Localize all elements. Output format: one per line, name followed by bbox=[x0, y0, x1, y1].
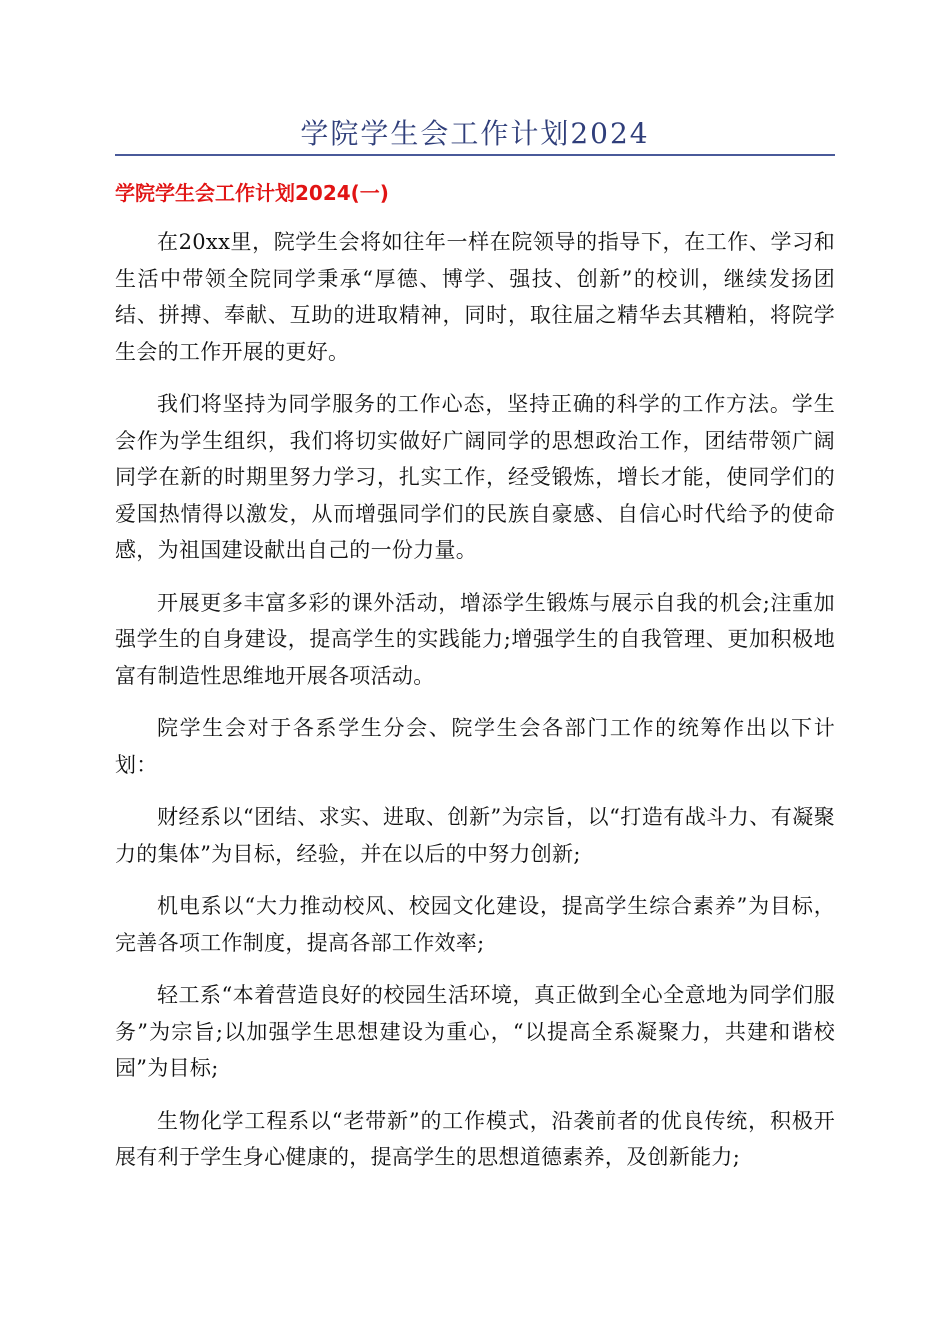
paragraph: 生物化学工程系以“老带新”的工作模式，沿袭前者的优良传统，积极开展有利于学生身心健康的，提高学生的思想道德素养，及创新能力; bbox=[115, 1108, 835, 1169]
paragraph: 轻工系“本着营造良好的校园生活环境，真正做到全心全意地为同学们服务”为宗旨;以加强学生思想建设为重心，“以提高全系凝聚力，共建和谐校园”为目标; bbox=[115, 983, 835, 1080]
paragraph: 财经系以“团结、求实、进取、创新”为宗旨，以“打造有战斗力、有凝聚力的集体”为目标，经验，并在以后的中努力创新; bbox=[115, 805, 835, 866]
section-heading: 学院学生会工作计划2024(一) bbox=[115, 181, 389, 205]
paragraph: 开展更多丰富多彩的课外活动，增添学生锻炼与展示自我的机会;注重加强学生的自身建设，提高学生的实践能力;增强学生的自我管理、更加积极地富有制造性思维地开展各项活动。 bbox=[115, 590, 835, 688]
paragraph: 在20xx里，院学生会将如往年一样在院领导的指导下，在工作、学习和生活中带领全院同学秉承“厚德、博学、强技、创新”的校训，继续发扬团结、拼搏、奉献、互助的进取精神，同时，取往届之精华去其糟粕，将院学生会的工作开展的更好。 bbox=[115, 230, 835, 364]
paragraph: 院学生会对于各系学生分会、院学生会各部门工作的统筹作出以下计划： bbox=[115, 716, 835, 777]
document-body bbox=[115, 224, 835, 1192]
title-divider bbox=[115, 154, 835, 156]
paragraph: 我们将坚持为同学服务的工作心态，坚持正确的科学的工作方法。学生会作为学生组织，我们将切实做好广阔同学的思想政治工作，团结带领广阔同学在新的时期里努力学习，扎实工作，经受锻炼，增长才能，使同学们的爱国热情得以激发，从而增强同学们的民族自豪感、自信心时代给予的使命感，为祖国建设献出自己的一份力量。 bbox=[115, 392, 835, 562]
paragraph: 机电系以“大力推动校风、校园文化建设，提高学生综合素养”为目标，完善各项工作制度，提高各部工作效率; bbox=[115, 894, 835, 955]
document-title: 学院学生会工作计划2024 bbox=[300, 117, 650, 150]
